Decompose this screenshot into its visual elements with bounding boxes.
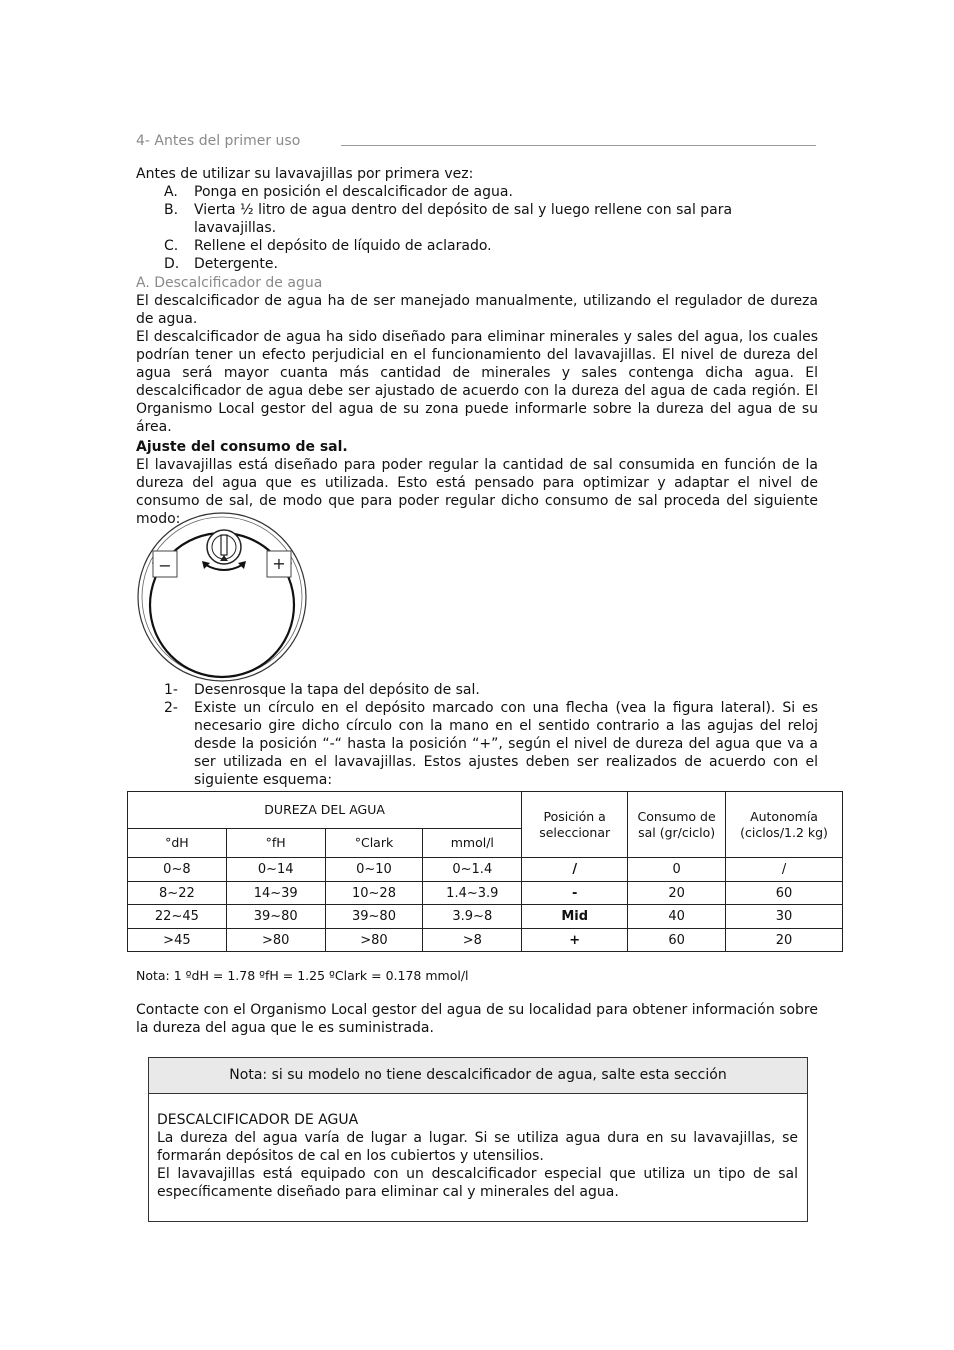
unit-header: °Clark: [325, 829, 423, 858]
note-box-title: Nota: si su modelo no tiene descalcificador de agua, salte esta sección: [149, 1058, 807, 1094]
contact-paragraph: Contacte con el Organismo Local gestor del agua de su localidad para obtener información sobre la dureza del agua que le es suministrada.: [136, 1002, 818, 1036]
position-header: Posición a seleccionar: [522, 792, 628, 858]
lettered-steps: [136, 183, 818, 273]
table-row: [128, 905, 843, 929]
subsection-a-title: A. Descalcificador de agua: [136, 275, 323, 291]
note-box-body: [157, 1111, 798, 1201]
unit-header: °fH: [226, 829, 325, 858]
autonomy-header: Autonomía (ciclos/1.2 kg): [726, 792, 843, 858]
intro-text: Antes de utilizar su lavavajillas por primera vez:: [136, 166, 474, 182]
table-cell: /: [726, 858, 843, 882]
table-cell: 3.9~8: [423, 905, 522, 929]
salt-title: Ajuste del consumo de sal.: [136, 439, 348, 455]
table-cell: 0~1.4: [423, 858, 522, 882]
table-cell: 0~14: [226, 858, 325, 882]
table-cell: 10~28: [325, 882, 423, 905]
table-cell: 39~80: [325, 905, 423, 929]
note-box: [148, 1057, 808, 1222]
list-item: 1- Desenrosque la tapa del depósito de sal.: [164, 682, 480, 698]
unit-header: mmol/l: [423, 829, 522, 858]
table-cell: 8~22: [128, 882, 227, 905]
table-cell: 20: [726, 929, 843, 952]
table-cell: 60: [628, 929, 726, 952]
table-cell: 20: [628, 882, 726, 905]
table-cell: >8: [423, 929, 522, 952]
dial-minus-label: −: [158, 556, 172, 575]
table-cell: >80: [226, 929, 325, 952]
table-cell: /: [522, 858, 628, 882]
numbered-steps: [136, 681, 818, 789]
subsection-a: [136, 274, 818, 436]
group-header: DUREZA DEL AGUA: [128, 792, 522, 829]
table-cell: Mid: [522, 905, 628, 929]
note-box-heading: DESCALCIFICADOR DE AGUA: [157, 1112, 359, 1128]
table-cell: 39~80: [226, 905, 325, 929]
table-cell: 14~39: [226, 882, 325, 905]
table-cell: -: [522, 882, 628, 905]
table-cell: 40: [628, 905, 726, 929]
table-cell: >80: [325, 929, 423, 952]
table-cell: 60: [726, 882, 843, 905]
consumption-header: Consumo de sal (gr/ciclo): [628, 792, 726, 858]
table-cell: 22~45: [128, 905, 227, 929]
table-cell: 30: [726, 905, 843, 929]
conversion-note: Nota: 1 ºdH = 1.78 ºfH = 1.25 ºClark = 0.178 mmol/l: [136, 968, 469, 983]
section-rule: [341, 145, 816, 146]
water-hardness-table: [127, 791, 843, 952]
list-item: B. Vierta ½ litro de agua dentro del depósito de sal y luego rellene con sal para lavavajillas.: [164, 202, 733, 236]
dial-plus-label: +: [272, 554, 286, 573]
intro-block: [136, 165, 818, 273]
numbered-steps-block: [136, 681, 818, 789]
unit-header: °dH: [128, 829, 227, 858]
section-heading: [136, 130, 816, 150]
table-cell: +: [522, 929, 628, 952]
section-title: 4- Antes del primer uso: [136, 133, 301, 149]
table-cell: >45: [128, 929, 227, 952]
list-item: C. Rellene el depósito de líquido de aclarado.: [164, 238, 492, 254]
table-row: [128, 929, 843, 952]
salt-dial-illustration: [134, 511, 310, 683]
table-cell: 1.4~3.9: [423, 882, 522, 905]
table-cell: 0~8: [128, 858, 227, 882]
table-row: [128, 858, 843, 882]
list-item: 2- Existe un círculo en el depósito marcado con una flecha (vea la figura lateral). Si es necesario gire dicho círculo con la mano en el sentido contrario a las agujas del reloj desde la posición “-“ hasta la posición “+”, según el nivel de dureza del agua que va a ser utilizada en el lavavajillas. Estos ajustes deben ser realizados de acuerdo con el siguiente esquema:: [164, 700, 818, 788]
paragraph: El lavavajillas está equipado con un descalcificador especial que utiliza un tipo de sal específicamente diseñado para eliminar cal y minerales del agua.: [157, 1166, 798, 1200]
paragraph: El lavavajillas está diseñado para poder regular la cantidad de sal consumida en función de la dureza del agua que es utilizada. Esto está pensado para optimizar y adaptar el nivel de consumo de sal, de modo que para poder regular dicho consumo de sal proceda del siguiente modo:: [136, 457, 818, 527]
table-cell: 0: [628, 858, 726, 882]
paragraph: La dureza del agua varía de lugar a lugar. Si se utiliza agua dura en su lavavajillas, se formarán depósitos de cal en los cubiertos y utensilios.: [157, 1130, 798, 1164]
table-row: [128, 882, 843, 905]
list-item: A. Ponga en posición el descalcificador de agua.: [164, 184, 513, 200]
list-item: D. Detergente.: [164, 256, 278, 272]
dial-knob-icon: [207, 530, 241, 564]
paragraph: El descalcificador de agua ha sido diseñado para eliminar minerales y sales del agua, los cuales podrían tener un efecto perjudicial en el funcionamiento del lavavajillas. El nivel de dureza del agua será mayor cuanta más cantidad de minerales y sales contenga dicha agua. El descalcificador de agua debe ser ajustado de acuerdo con la dureza del agua de cada región. El Organismo Local gestor del agua de su zona puede informarle sobre la dureza del agua de su área.: [136, 329, 818, 435]
paragraph: El descalcificador de agua ha de ser manejado manualmente, utilizando el regulador de dureza de agua.: [136, 293, 818, 327]
table-cell: 0~10: [325, 858, 423, 882]
